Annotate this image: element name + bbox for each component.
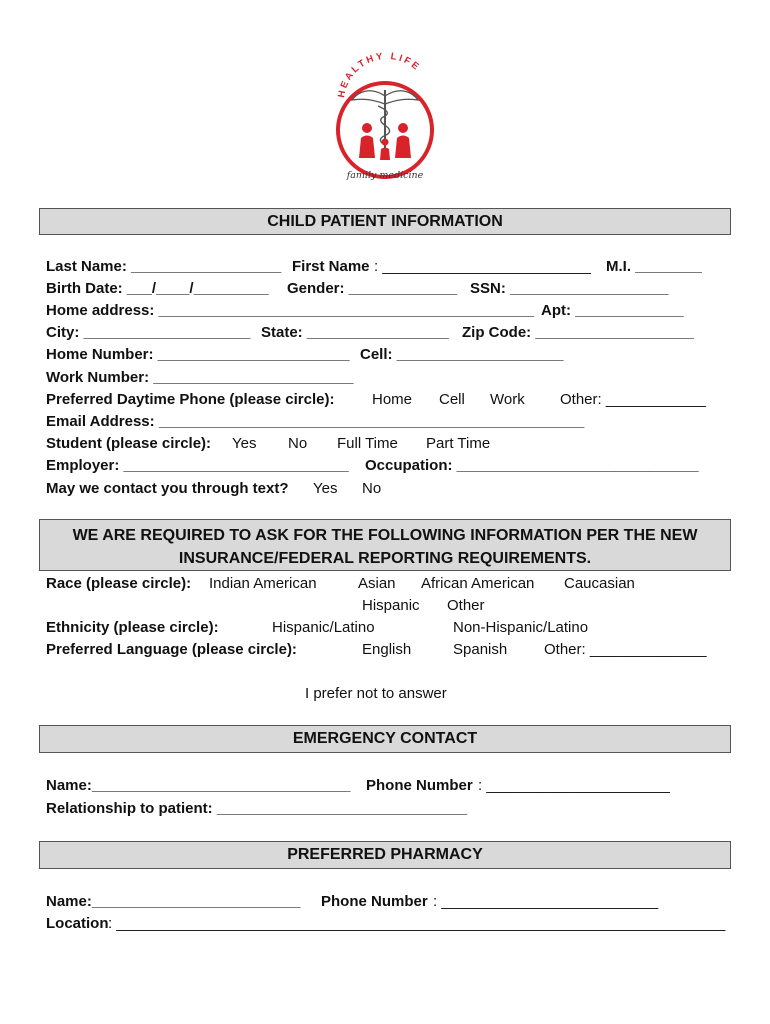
race-label: Race (please circle):: [46, 575, 192, 592]
pharmacy-phone-label: Phone Number: [321, 893, 428, 910]
logo-tagline: family medicine: [346, 170, 424, 181]
student-option-full-time[interactable]: Full Time: [337, 435, 398, 452]
language-option-spanish[interactable]: Spanish: [453, 641, 508, 658]
healthy-life-logo: [326, 50, 444, 190]
cell-field[interactable]: Cell: ____________________: [360, 346, 564, 363]
ssn-field[interactable]: SSN: ___________________: [470, 280, 669, 297]
preferred-phone-option-home[interactable]: Home: [372, 391, 413, 408]
ethnicity-option-hispanic-latino[interactable]: Hispanic/Latino: [272, 619, 375, 636]
ethnicity-label: Ethnicity (please circle):: [46, 619, 219, 636]
gender-field[interactable]: Gender: _____________: [287, 280, 458, 297]
city-field[interactable]: City: ____________________: [46, 324, 251, 341]
race-option-asian[interactable]: Asian: [358, 575, 396, 592]
apt-field[interactable]: Apt: _____________: [541, 302, 684, 319]
relationship-field[interactable]: Relationship to patient: ______________________________: [46, 800, 468, 817]
required-header-line2: INSURANCE/FEDERAL REPORTING REQUIREMENTS.: [178, 550, 592, 567]
section-header-preferred-pharmacy: PREFERRED PHARMACY: [39, 841, 731, 869]
emergency-phone-label: Phone Number: [366, 777, 473, 794]
language-option-english[interactable]: English: [362, 641, 412, 658]
middle-initial-field[interactable]: M.I. ________: [606, 258, 702, 275]
logo-arc-text: HEALTHY LIFE: [336, 50, 423, 99]
pharmacy-phone-field[interactable]: : __________________________: [433, 893, 659, 910]
section-header-required-information: [39, 519, 731, 571]
race-option-other[interactable]: Other: [447, 597, 485, 614]
occupation-field[interactable]: Occupation: _____________________________: [365, 457, 699, 474]
preferred-phone-option-cell[interactable]: Cell: [439, 391, 465, 408]
birth-date-field[interactable]: Birth Date: ___/____/_________: [46, 280, 269, 297]
student-option-yes[interactable]: Yes: [232, 435, 257, 452]
race-option-indian-american[interactable]: Indian American: [209, 575, 317, 592]
pharmacy-name-field[interactable]: Name:_________________________: [46, 893, 301, 910]
preferred-phone-label: Preferred Daytime Phone (please circle):: [46, 391, 335, 408]
preferred-language-label: Preferred Language (please circle):: [46, 641, 297, 658]
student-label: Student (please circle):: [46, 435, 212, 452]
text-contact-option-yes[interactable]: Yes: [313, 480, 338, 497]
section-header-child-patient-information: CHILD PATIENT INFORMATION: [39, 208, 731, 235]
prefer-not-to-answer-option[interactable]: I prefer not to answer: [305, 685, 447, 702]
work-number-field[interactable]: Work Number: ________________________: [46, 369, 354, 386]
home-number-field[interactable]: Home Number: _______________________: [46, 346, 350, 363]
first-name-field[interactable]: : _________________________: [374, 258, 591, 275]
email-address-field[interactable]: Email Address: ___________________________________________________: [46, 413, 585, 430]
pharmacy-location-field[interactable]: : _________________________________________________________________________: [108, 915, 726, 932]
student-option-no[interactable]: No: [288, 435, 308, 452]
first-name-label: First Name: [292, 258, 370, 275]
zip-code-field[interactable]: Zip Code: ___________________: [462, 324, 694, 341]
text-contact-label: May we contact you through text?: [46, 480, 289, 497]
emergency-name-field[interactable]: Name:_______________________________: [46, 777, 351, 794]
race-option-caucasian[interactable]: Caucasian: [564, 575, 635, 592]
text-contact-option-no[interactable]: No: [362, 480, 382, 497]
last-name-field[interactable]: Last Name: __________________: [46, 258, 282, 275]
preferred-phone-option-other[interactable]: Other: ____________: [560, 391, 706, 408]
caduceus-family-icon: [352, 90, 418, 160]
pharmacy-location-label: Location: [46, 915, 109, 932]
employer-field[interactable]: Employer: ___________________________: [46, 457, 349, 474]
section-header-emergency-contact: EMERGENCY CONTACT: [39, 725, 731, 753]
student-option-part-time[interactable]: Part Time: [426, 435, 491, 452]
required-header-line1: WE ARE REQUIRED TO ASK FOR THE FOLLOWING INFORMATION PER THE NEW: [72, 527, 698, 544]
language-option-other[interactable]: Other: ______________: [544, 641, 707, 658]
preferred-phone-option-work[interactable]: Work: [490, 391, 525, 408]
ethnicity-option-non-hispanic-latino[interactable]: Non-Hispanic/Latino: [453, 619, 589, 636]
race-option-hispanic[interactable]: Hispanic: [362, 597, 420, 614]
emergency-phone-field[interactable]: : ______________________: [478, 777, 670, 794]
state-field[interactable]: State: _________________: [261, 324, 449, 341]
home-address-field[interactable]: Home address: _____________________________________________: [46, 302, 534, 319]
race-option-african-american[interactable]: African American: [421, 575, 535, 592]
